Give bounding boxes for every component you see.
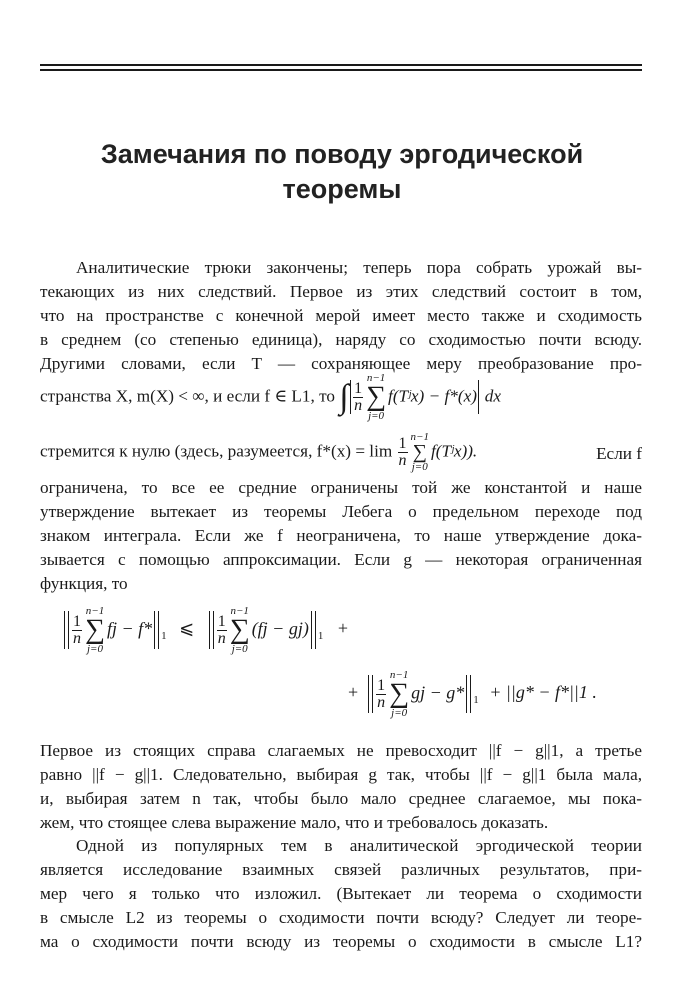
text-line: ограничена, то все ее средние ограничены той же константой и наше <box>40 478 642 497</box>
norm-tail: + ||g* − f*||1 . <box>489 682 597 703</box>
sum-lower-limit: j=0 <box>231 642 248 655</box>
text-line: в смысле L2 из теоремы о сходимости почти всюду? Следует ли теоре- <box>40 908 642 927</box>
norm-subscript: 1 <box>317 630 324 643</box>
sum-upper-limit: n−1 <box>366 372 386 384</box>
text-fragment: Если f <box>596 444 642 463</box>
text-line: зывается с помощью аппроксимации. Если g — некоторая ограниченная <box>40 550 642 569</box>
frac-num: 1 <box>354 379 363 397</box>
leq-sign: ⩽ <box>179 618 195 639</box>
sum-symbol: n−1 ∑ j=0 <box>389 669 410 719</box>
sum-symbol: n−1 ∑ j=0 <box>410 431 429 473</box>
frac-den: n <box>354 396 363 414</box>
plus-sign: + <box>348 682 359 703</box>
paragraph-1-cont <box>40 476 642 596</box>
limit-body: f(Tʲx)). <box>430 441 478 461</box>
norm-bar <box>466 675 471 713</box>
text-line: мер чего я только что изложил. (Вытекает ли теорема о сходимости <box>40 884 642 903</box>
norm-body: gj − g* <box>411 682 465 703</box>
frac-den: n <box>377 693 386 711</box>
sum-lower-limit: j=0 <box>391 706 408 719</box>
fraction-1-over-n <box>376 678 386 711</box>
inequality-line-2 <box>348 670 597 719</box>
abs-bar-right <box>478 380 480 414</box>
text-line: функция, то <box>40 574 128 593</box>
fraction-1-over-n <box>217 614 227 647</box>
frac-den: n <box>398 452 407 469</box>
text-line: и, выбирая затем n так, чтобы было мало среднее слагаемое, мы пока- <box>40 789 642 808</box>
sum-lower-limit: j=0 <box>411 461 428 473</box>
norm-bar <box>209 611 214 649</box>
chapter-title-line-1: Замечания по поводу эргодической <box>100 139 584 169</box>
frac-num: 1 <box>217 612 226 630</box>
text-line: Одной из популярных тем в аналитической эргодической теории <box>76 836 642 855</box>
sum-symbol: n−1 ∑ j=0 <box>229 605 250 655</box>
fraction-1-over-n <box>72 614 82 647</box>
sum-symbol: n−1 ∑ j=0 <box>85 605 105 655</box>
text-line: является исследование взаимных связей различных результатов, при- <box>40 860 642 879</box>
sum-upper-limit: n−1 <box>410 431 429 443</box>
sum-symbol: n−1 ∑ j=0 <box>366 372 387 422</box>
text-line: утверждение вытекает из теоремы Лебега о предельном переходе под <box>40 502 642 521</box>
paragraph-2 <box>40 739 642 835</box>
sum-lower-limit: j=0 <box>368 409 385 422</box>
sum-upper-limit: n−1 <box>230 605 249 617</box>
text-line: что на пространстве с конечной мерой имеет место также и сходимость <box>40 306 642 325</box>
text-fragment: странства X, m(X) < ∞, и если f ∈ L1, то <box>40 386 335 406</box>
text-line: Аналитические трюки закончены; теперь пора собрать урожай вы- <box>76 258 642 277</box>
sum-upper-limit: n−1 <box>389 669 409 681</box>
dx: dx <box>484 386 501 406</box>
text-line: в среднем (со степенью единица), наряду со сходимостью почти всюду. <box>40 330 642 349</box>
norm-bar <box>368 675 373 713</box>
plus-sign: + <box>337 618 348 639</box>
text-line: текающих из них следствий. Первое из этих следствий состоит в том, <box>40 282 642 301</box>
chapter-title <box>50 137 634 207</box>
norm-bar <box>154 611 159 649</box>
frac-den: n <box>73 629 81 647</box>
inequality-line-1 <box>62 606 348 655</box>
header-rule-top <box>40 64 642 66</box>
frac-num: 1 <box>377 676 386 694</box>
text-line: ма о сходимости почти всюду из теоремы о сходимости в смысле L1? <box>40 932 642 951</box>
norm-subscript: 1 <box>161 630 167 643</box>
norm-bar <box>311 611 316 649</box>
text-line: жем, что стоящее слева выражение мало, что и требовалось доказать. <box>40 813 549 832</box>
fraction-1-over-n <box>398 436 408 469</box>
sum-lower-limit: j=0 <box>86 642 103 655</box>
frac-num: 1 <box>398 435 407 452</box>
integral-line <box>40 373 642 422</box>
norm-bar <box>64 611 69 649</box>
norm-subscript: 1 <box>473 694 479 707</box>
text-line: Первое из стоящих справа слагаемых не превосходит ||f − g||1, а третье <box>40 741 642 760</box>
norm-body: (fj − gj) <box>251 618 309 639</box>
frac-den: n <box>217 629 226 647</box>
norm-body: fj − f* <box>106 618 153 639</box>
text-line: знаком интеграла. Если же f неограничена, то наше утверждение дока- <box>40 526 642 545</box>
chapter-title-line-2: теоремы <box>282 174 402 204</box>
limit-line <box>40 432 642 473</box>
abs-bar-left <box>350 380 352 414</box>
sum-upper-limit: n−1 <box>85 605 105 617</box>
paragraph-3 <box>40 834 642 954</box>
header-rule-bottom <box>40 69 642 71</box>
frac-num: 1 <box>73 612 81 630</box>
integral-body: f(Tʲx) − f*(x) <box>388 386 477 406</box>
text-line: Другими словами, если T — сохраняющее меру преобразование про- <box>40 354 642 373</box>
paragraph-1 <box>40 256 642 376</box>
text-line: равно ||f − g||1. Следовательно, выбирая g так, чтобы ||f − g||1 была мала, <box>40 765 642 784</box>
fraction-1-over-n <box>353 381 363 414</box>
text-fragment: стремится к нулю (здесь, разумеется, f*(x) = lim <box>40 441 393 461</box>
integral-sign: ∫ <box>339 378 349 416</box>
